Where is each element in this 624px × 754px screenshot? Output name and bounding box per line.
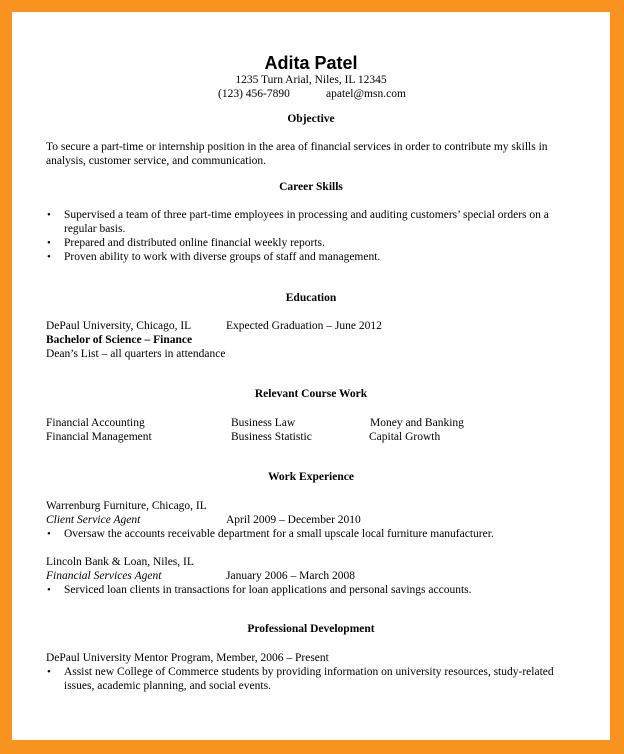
coursework-heading: Relevant Course Work: [254, 388, 368, 400]
school: DePaul University, Chicago, IL: [46, 320, 192, 332]
bullet-icon: •: [47, 584, 51, 596]
bullet-icon: •: [47, 251, 51, 263]
development-entry: DePaul University Mentor Program, Member, 2006 – Present: [46, 652, 329, 664]
bullet-icon: •: [47, 666, 51, 678]
graduation-date: Expected Graduation – June 2012: [226, 320, 382, 332]
work-heading: Work Experience: [268, 471, 354, 483]
job-title: Financial Services Agent: [46, 570, 162, 582]
job-dates: January 2006 – March 2008: [226, 570, 356, 582]
development-heading: Professional Development: [247, 623, 375, 635]
bullet-icon: •: [47, 237, 51, 249]
education-heading: Education: [285, 292, 337, 304]
job-bullet: Serviced loan clients in transactions for loan applications and personal savings accounts.: [64, 584, 472, 596]
course: Financial Management: [46, 431, 152, 443]
bullet-icon: •: [47, 528, 51, 540]
employer: Warrenburg Furniture, Chicago, IL: [46, 500, 207, 512]
job-dates: April 2009 – December 2010: [226, 514, 361, 526]
course: Business Statistic: [231, 431, 312, 443]
development-bullet: Assist new College of Commerce students by providing information on university resources, study-related issues, academic planning, and social events.: [64, 666, 554, 692]
career-skills-heading: Career Skills: [279, 181, 343, 193]
objective-text: To secure a part-time or internship position in the area of financial services in order to contribute my skills in analysis, customer service, and communication.: [46, 141, 548, 167]
resume-page: [12, 12, 610, 740]
job-title: Client Service Agent: [46, 514, 141, 526]
email: apatel@msn.com: [326, 88, 406, 100]
course: Money and Banking: [370, 417, 464, 429]
course: Business Law: [231, 417, 296, 429]
course: Financial Accounting: [46, 417, 145, 429]
course: Capital Growth: [369, 431, 441, 443]
skill-item: Prepared and distributed online financial weekly reports.: [64, 237, 325, 249]
objective-heading: Objective: [287, 113, 335, 125]
skill-item: Proven ability to work with diverse groups of staff and management.: [64, 251, 381, 263]
skill-item: Supervised a team of three part-time employees in processing and auditing customers’ special orders on a regular basis.: [64, 209, 549, 235]
employer: Lincoln Bank & Loan, Niles, IL: [46, 556, 194, 568]
honors: Dean’s List – all quarters in attendance: [46, 348, 226, 360]
job-bullet: Oversaw the accounts receivable department for a small upscale local furniture manufacturer.: [64, 528, 494, 540]
resume-name: Adita Patel: [264, 53, 358, 73]
address: 1235 Turn Arial, Niles, IL 12345: [235, 74, 387, 86]
bullet-icon: •: [47, 209, 51, 221]
degree: Bachelor of Science – Finance: [46, 334, 193, 346]
phone: (123) 456-7890: [218, 88, 290, 100]
